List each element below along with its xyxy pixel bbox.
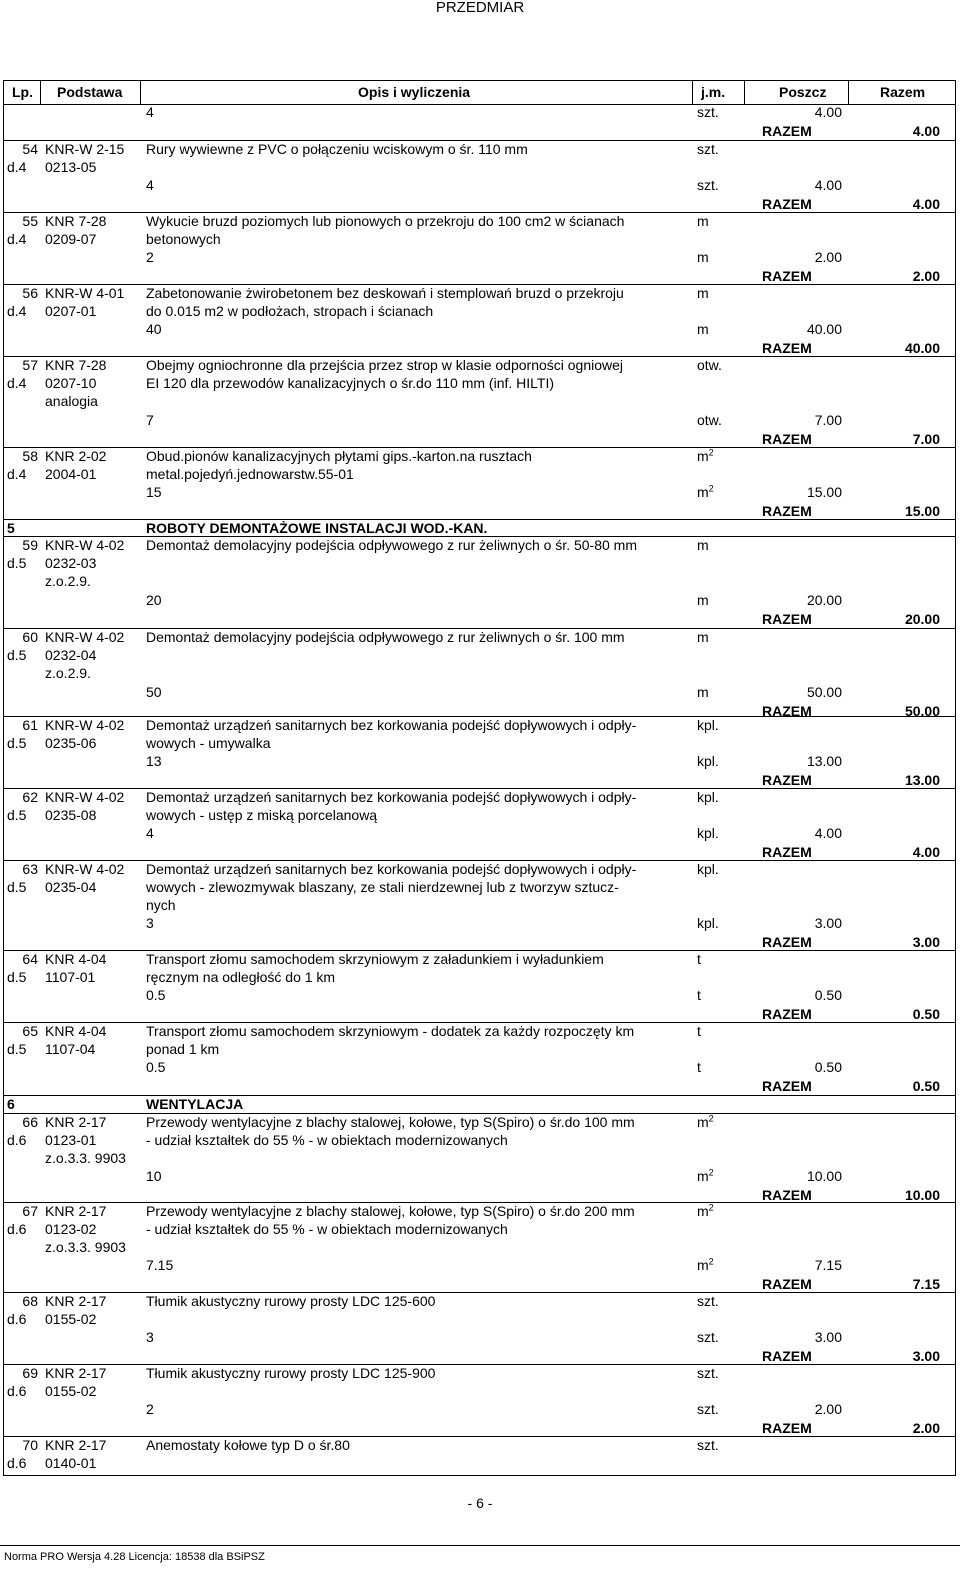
item-lp: 57 <box>22 357 38 373</box>
item-lp: 64 <box>22 951 38 967</box>
item-lp: 58 <box>22 448 38 464</box>
item-basis: z.o.3.3. 9903 <box>45 1239 126 1255</box>
item-unit: szt. <box>697 1365 719 1381</box>
qty-expression: 13 <box>146 753 162 769</box>
item-description: Tłumik akustyczny rurowy prosty LDC 125-900 <box>146 1365 436 1381</box>
item-section-ref: d.4 <box>7 159 27 175</box>
item-basis: 1107-01 <box>45 969 96 985</box>
razem-label: RAZEM <box>762 1348 812 1364</box>
qty-unit: szt. <box>697 1401 719 1417</box>
item-unit: m <box>697 285 709 301</box>
qty-value: 7.00 <box>814 412 842 428</box>
col-divider <box>40 80 41 105</box>
razem-value: 10.00 <box>904 1187 940 1203</box>
razem-value: 4.00 <box>912 123 940 139</box>
item-basis: z.o.3.3. 9903 <box>45 1150 126 1166</box>
item-basis: analogia <box>45 393 98 409</box>
qty-unit: kpl. <box>697 753 719 769</box>
item-description: Przewody wentylacyjne z blachy stalowej, kołowe, typ S(Spiro) o śr.do 200 mm <box>146 1203 635 1219</box>
item-basis: 0207-01 <box>45 303 97 319</box>
razem-label: RAZEM <box>762 844 812 860</box>
razem-label: RAZEM <box>762 1420 812 1436</box>
item-description: Demontaż urządzeń sanitarnych bez korkowania podejść dopływowych i odpły- <box>146 861 637 877</box>
item-description: Obejmy ogniochronne dla przejścia przez strop w klasie odporności ogniowej <box>146 357 624 373</box>
item-basis: 0123-01 <box>45 1132 97 1148</box>
qty-value: 7.15 <box>814 1257 842 1273</box>
item-description: nych <box>146 897 176 913</box>
qty-expression: 4 <box>146 177 154 193</box>
item-basis: 0232-04 <box>45 647 97 663</box>
item-description: Wykucie bruzd poziomych lub pionowych o przekroju do 100 cm2 w ścianach <box>146 213 625 229</box>
item-lp: 59 <box>22 537 38 553</box>
qty-unit: m <box>697 321 709 337</box>
item-description: - udział kształtek do 55 % - w obiektach modernizowanych <box>146 1221 508 1237</box>
razem-value: 13.00 <box>904 772 940 788</box>
qty-unit: kpl. <box>697 915 719 931</box>
razem-label: RAZEM <box>762 703 812 719</box>
item-unit: kpl. <box>697 861 719 877</box>
item-basis: z.o.2.9. <box>45 665 91 681</box>
qty-expression: 3 <box>146 915 154 931</box>
qty-value: 10.00 <box>806 1168 842 1184</box>
qty-unit: kpl. <box>697 825 719 841</box>
razem-value: 15.00 <box>904 503 940 519</box>
item-basis: z.o.2.9. <box>45 573 91 589</box>
item-basis: 0140-01 <box>45 1455 97 1471</box>
section-number: 6 <box>7 1096 15 1112</box>
item-section-ref: d.6 <box>7 1455 27 1471</box>
item-basis: KNR-W 4-02 <box>45 789 125 805</box>
qty-expression: 2 <box>146 249 154 265</box>
col-divider <box>848 80 849 105</box>
item-section-ref: d.5 <box>7 879 27 895</box>
razem-value: 20.00 <box>904 611 940 627</box>
item-basis: KNR 2-17 <box>45 1365 107 1381</box>
qty-expression: 50 <box>146 684 162 700</box>
qty-value: 13.00 <box>806 753 842 769</box>
item-unit: kpl. <box>697 789 719 805</box>
razem-value: 4.00 <box>912 196 940 212</box>
qty-unit: $m^2$ <box>697 1167 714 1184</box>
item-section-ref: d.4 <box>7 231 27 247</box>
item-section-ref: d.5 <box>7 969 27 985</box>
razem-label: RAZEM <box>762 123 812 139</box>
item-basis: 0155-02 <box>45 1383 97 1399</box>
item-description: wowych - umywalka <box>146 735 271 751</box>
qty-value: 15.00 <box>806 484 842 500</box>
qty-value: 4.00 <box>814 825 842 841</box>
item-basis: 0235-04 <box>45 879 97 895</box>
item-basis: KNR 2-02 <box>45 448 107 464</box>
razem-value: 3.00 <box>912 1348 940 1364</box>
footer-divider <box>0 1545 960 1546</box>
item-basis: KNR-W 4-02 <box>45 537 125 553</box>
item-lp: 67 <box>22 1203 38 1219</box>
item-basis: 0123-02 <box>45 1221 97 1237</box>
item-lp: 61 <box>22 717 38 733</box>
razem-value: 2.00 <box>912 1420 940 1436</box>
razem-value: 50.00 <box>904 703 940 719</box>
item-basis: KNR 2-17 <box>45 1114 107 1130</box>
qty-expression: 40 <box>146 321 162 337</box>
qty-unit: szt. <box>697 104 719 120</box>
razem-value: 7.00 <box>912 431 940 447</box>
item-section-ref: d.6 <box>7 1221 27 1237</box>
qty-expression: 0.5 <box>146 987 166 1003</box>
qty-unit: szt. <box>697 1329 719 1345</box>
col-divider <box>692 80 693 105</box>
header-podstawa: Podstawa <box>57 84 123 100</box>
qty-value: 2.00 <box>814 1401 842 1417</box>
qty-expression: 7.15 <box>146 1257 174 1273</box>
col-divider <box>744 80 745 105</box>
item-description: do 0.015 m2 w podłożach, stropach i ścianach <box>146 303 434 319</box>
qty-unit: szt. <box>697 177 719 193</box>
item-description: Rury wywiewne z PVC o połączeniu wciskowym o śr. 110 mm <box>146 141 528 157</box>
razem-value: 0.50 <box>912 1006 940 1022</box>
item-description: ponad 1 km <box>146 1041 220 1057</box>
qty-unit: $m^2$ <box>697 483 714 500</box>
item-lp: 60 <box>22 629 38 645</box>
razem-value: 40.00 <box>904 340 940 356</box>
item-description: ręcznym na odległość do 1 km <box>146 969 336 985</box>
qty-expression: 4 <box>146 825 154 841</box>
item-basis: KNR-W 2-15 <box>45 141 125 157</box>
qty-value: 20.00 <box>806 592 842 608</box>
item-unit: m <box>697 213 709 229</box>
item-lp: 55 <box>22 213 38 229</box>
qty-expression: 2 <box>146 1401 154 1417</box>
item-lp: 68 <box>22 1293 38 1309</box>
item-description: Demontaż demolacyjny podejścia odpływowego z rur żeliwnych o śr. 100 mm <box>146 629 625 645</box>
header-lp: Lp. <box>12 84 33 100</box>
item-section-ref: d.4 <box>7 466 27 482</box>
razem-value: 0.50 <box>912 1078 940 1094</box>
item-description: Obud.pionów kanalizacyjnych płytami gips.-karton.na rusztach <box>146 448 532 464</box>
qty-value: 4.00 <box>814 104 842 120</box>
razem-label: RAZEM <box>762 772 812 788</box>
item-unit: $m^2$ <box>697 1202 714 1219</box>
razem-label: RAZEM <box>762 1276 812 1292</box>
item-basis: KNR-W 4-01 <box>45 285 125 301</box>
razem-label: RAZEM <box>762 431 812 447</box>
header-jm: j.m. <box>701 84 726 100</box>
qty-expression: 3 <box>146 1329 154 1345</box>
item-section-ref: d.4 <box>7 303 27 319</box>
razem-label: RAZEM <box>762 1078 812 1094</box>
item-lp: 62 <box>22 789 38 805</box>
qty-value: 0.50 <box>814 1059 842 1075</box>
item-basis: 0209-07 <box>45 231 97 247</box>
razem-label: RAZEM <box>762 1006 812 1022</box>
razem-value: 2.00 <box>912 268 940 284</box>
header-razem: Razem <box>880 84 926 100</box>
item-basis: 0155-02 <box>45 1311 97 1327</box>
item-basis: 0207-10 <box>45 375 97 391</box>
item-description: metal.pojedyń.jednowarstw.55-01 <box>146 466 354 482</box>
page-number: - 6 - <box>467 1495 493 1511</box>
item-section-ref: d.6 <box>7 1311 27 1327</box>
item-description: - udział kształtek do 55 % - w obiektach modernizowanych <box>146 1132 508 1148</box>
qty-unit: t <box>697 1059 701 1075</box>
item-description: wowych - ustęp z miską porcelanową <box>146 807 378 823</box>
item-section-ref: d.4 <box>7 375 27 391</box>
item-lp: 70 <box>22 1437 38 1453</box>
item-lp: 69 <box>22 1365 38 1381</box>
item-unit: t <box>697 951 701 967</box>
item-basis: KNR 2-17 <box>45 1203 107 1219</box>
qty-value: 3.00 <box>814 915 842 931</box>
item-basis: KNR-W 4-02 <box>45 629 125 645</box>
item-description: Tłumik akustyczny rurowy prosty LDC 125-600 <box>146 1293 436 1309</box>
item-unit: szt. <box>697 1293 719 1309</box>
item-basis: KNR 2-17 <box>45 1293 107 1309</box>
razem-label: RAZEM <box>762 268 812 284</box>
item-description: Zabetonowanie żwirobetonem bez deskowań i stemplowań bruzd o przekroju <box>146 285 624 301</box>
razem-value: 3.00 <box>912 934 940 950</box>
item-description: Transport złomu samochodem skrzyniowym - dodatek za każdy rozpoczęty km <box>146 1023 635 1039</box>
item-basis: 1107-04 <box>45 1041 96 1057</box>
qty-value: 0.50 <box>814 987 842 1003</box>
qty-unit: otw. <box>697 412 722 428</box>
qty-unit: m <box>697 684 709 700</box>
item-section-ref: d.5 <box>7 555 27 571</box>
item-basis: KNR-W 4-02 <box>45 861 125 877</box>
col-divider <box>140 80 141 105</box>
item-basis: 0235-06 <box>45 735 97 751</box>
qty-value: 40.00 <box>806 321 842 337</box>
razem-label: RAZEM <box>762 340 812 356</box>
item-basis: 2004-01 <box>45 466 97 482</box>
item-lp: 56 <box>22 285 38 301</box>
qty-expression: 4 <box>146 104 154 120</box>
razem-value: 4.00 <box>912 844 940 860</box>
item-description: Przewody wentylacyjne z blachy stalowej, kołowe, typ S(Spiro) o śr.do 100 mm <box>146 1114 635 1130</box>
razem-label: RAZEM <box>762 503 812 519</box>
item-lp: 65 <box>22 1023 38 1039</box>
item-section-ref: d.6 <box>7 1132 27 1148</box>
item-basis: KNR 2-17 <box>45 1437 107 1453</box>
header-poszcz: Poszcz <box>779 84 827 100</box>
footer-license: Norma PRO Wersja 4.28 Licencja: 18538 dla BSiPSZ <box>4 1551 265 1563</box>
qty-value: 2.00 <box>814 249 842 265</box>
qty-unit: t <box>697 987 701 1003</box>
item-description: Demontaż urządzeń sanitarnych bez korkowania podejść dopływowych i odpły- <box>146 789 637 805</box>
item-basis: KNR 4-04 <box>45 1023 107 1039</box>
item-unit: szt. <box>697 1437 719 1453</box>
item-basis: KNR 7-28 <box>45 213 107 229</box>
qty-value: 4.00 <box>814 177 842 193</box>
qty-expression: 15 <box>146 484 162 500</box>
item-description: Transport złomu samochodem skrzyniowym z załadunkiem i wyładunkiem <box>146 951 604 967</box>
item-description: Demontaż demolacyjny podejścia odpływowego z rur żeliwnych o śr. 50-80 mm <box>146 537 637 553</box>
razem-label: RAZEM <box>762 196 812 212</box>
item-unit: $m^2$ <box>697 1113 714 1130</box>
item-basis: 0235-08 <box>45 807 97 823</box>
item-description: wowych - zlewozmywak blaszany, ze stali nierdzewnej lub z tworzyw sztucz- <box>146 879 619 895</box>
item-section-ref: d.5 <box>7 647 27 663</box>
qty-unit: $m^2$ <box>697 1256 714 1273</box>
item-unit: t <box>697 1023 701 1039</box>
razem-label: RAZEM <box>762 934 812 950</box>
qty-unit: m <box>697 592 709 608</box>
item-section-ref: d.5 <box>7 807 27 823</box>
item-unit: m <box>697 537 709 553</box>
item-unit: kpl. <box>697 717 719 733</box>
razem-value: 7.15 <box>912 1276 940 1292</box>
item-basis: KNR 4-04 <box>45 951 107 967</box>
section-title: WENTYLACJA <box>146 1096 244 1112</box>
item-basis: KNR-W 4-02 <box>45 717 125 733</box>
item-lp: 63 <box>22 861 38 877</box>
razem-label: RAZEM <box>762 611 812 627</box>
item-unit: otw. <box>697 357 722 373</box>
qty-expression: 20 <box>146 592 162 608</box>
item-lp: 54 <box>22 141 38 157</box>
item-section-ref: d.5 <box>7 735 27 751</box>
header-opis: Opis i wyliczenia <box>358 84 471 100</box>
section-title: ROBOTY DEMONTAŻOWE INSTALACJI WOD.-KAN. <box>146 520 488 536</box>
qty-expression: 10 <box>146 1168 162 1184</box>
qty-value: 3.00 <box>814 1329 842 1345</box>
item-section-ref: d.5 <box>7 1041 27 1057</box>
document-title: PRZEDMIAR <box>435 0 525 16</box>
item-description: betonowych <box>146 231 221 247</box>
qty-expression: 7 <box>146 412 154 428</box>
item-lp: 66 <box>22 1114 38 1130</box>
qty-unit: m <box>697 249 709 265</box>
qty-expression: 0.5 <box>146 1059 166 1075</box>
section-number: 5 <box>7 520 15 536</box>
item-description: Demontaż urządzeń sanitarnych bez korkowania podejść dopływowych i odpły- <box>146 717 637 733</box>
item-basis: 0213-05 <box>45 159 97 175</box>
razem-label: RAZEM <box>762 1187 812 1203</box>
item-unit: m <box>697 629 709 645</box>
item-description: Anemostaty kołowe typ D o śr.80 <box>146 1437 350 1453</box>
item-basis: 0232-03 <box>45 555 97 571</box>
qty-value: 50.00 <box>806 684 842 700</box>
item-section-ref: d.6 <box>7 1383 27 1399</box>
item-unit: $m^2$ <box>697 447 714 464</box>
item-unit: szt. <box>697 141 719 157</box>
item-description: EI 120 dla przewodów kanalizacyjnych o śr.do 110 mm (inf. HILTI) <box>146 375 554 391</box>
item-basis: KNR 7-28 <box>45 357 107 373</box>
